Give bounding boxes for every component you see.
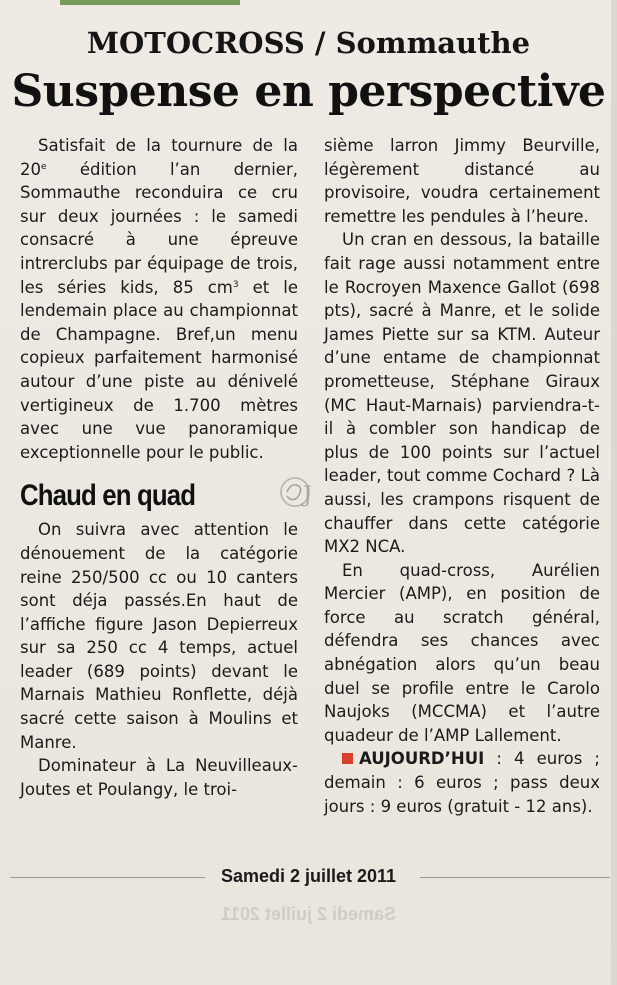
article-kicker: MOTOCROSS / Sommauthe [86, 26, 531, 60]
paragraph: Dominateur à La Neuvilleaux-Joutes et Poulangy, le troi- [20, 756, 298, 799]
right-column [324, 134, 600, 818]
watermark-logo-icon [277, 472, 325, 514]
section-subhead: Chaud en quad [20, 479, 196, 513]
bleedthrough-date: Samedi 2 juillet 2011 [220, 904, 397, 924]
paragraph: Un cran en dessous, la bataille fait rage aussi notamment entre le Rocroyen Maxence Gallot (698 pts), sacré à Manre, et le solide James Piette sur sa KTM. Auteur d’une entame de championnat prometteuse, Stéphane Giraux (MC Haut-Marnais) parviendra-t-il à combler son handicap de plus de 100 points sur l’actuel leader, tout comme Cochard ? Là aussi, les crampons risquent de chauffer dans cette catégorie MX2 NCA. [324, 230, 600, 557]
info-label: AUJOURD’HUI [359, 749, 485, 769]
info-paragraph: AUJOURD’HUI : 4 euros ; demain : 6 euros ; pass deux jours : 9 euros (gratuit - 12 ans). [324, 749, 600, 816]
paragraph: En quad-cross, Aurélien Mercier (AMP), en position de force au scratch général, défendra ses chances avec abnégation alors qu’un beau duel se profile entre le Carolo Naujoks (MCCMA) et l’autre quadeur de l’AMP Lallement. [324, 560, 600, 745]
publication-date: Samedi 2 juillet 2011 [220, 866, 397, 886]
paragraph: On suivra avec attention le dénouement de la catégorie reine 250/500 cc ou 10 canters sont déja passés.En haut de l’affiche figure Jason Depierreux sur sa 250 cc 4 temps, actuel leader (689 points) devant le Marnais Mathieu Ronflette, déjà sacré cette saison à Moulins et Manre. [20, 520, 298, 752]
paragraph: Satisfait de la tournure de la 20e édition l’an dernier, Sommauthe reconduira ce cru sur deux journées : le samedi consacré à une épreuve intrerclubs par équipage de trois, les séries kids, 85 $cm^3$ et le lendemain place au championnat de Champagne. Bref,un menu copieux parfaitement harmonisé autour d’une piste au dénivelé vertigineux de 1.700 mètres avec une vue panoramique exceptionnelle pour le public. [20, 136, 298, 462]
red-square-bullet-icon [342, 753, 353, 764]
page-edge [611, 0, 617, 985]
article-headline: Suspense en perspective [11, 66, 606, 117]
svg-text:J: J [303, 483, 312, 508]
top-color-rule [60, 0, 240, 5]
left-column [20, 134, 298, 801]
paragraph: sième larron Jimmy Beurville, légèrement distancé au provisoire, voudra certainement remettre les pendules à l’heure. [324, 136, 600, 226]
